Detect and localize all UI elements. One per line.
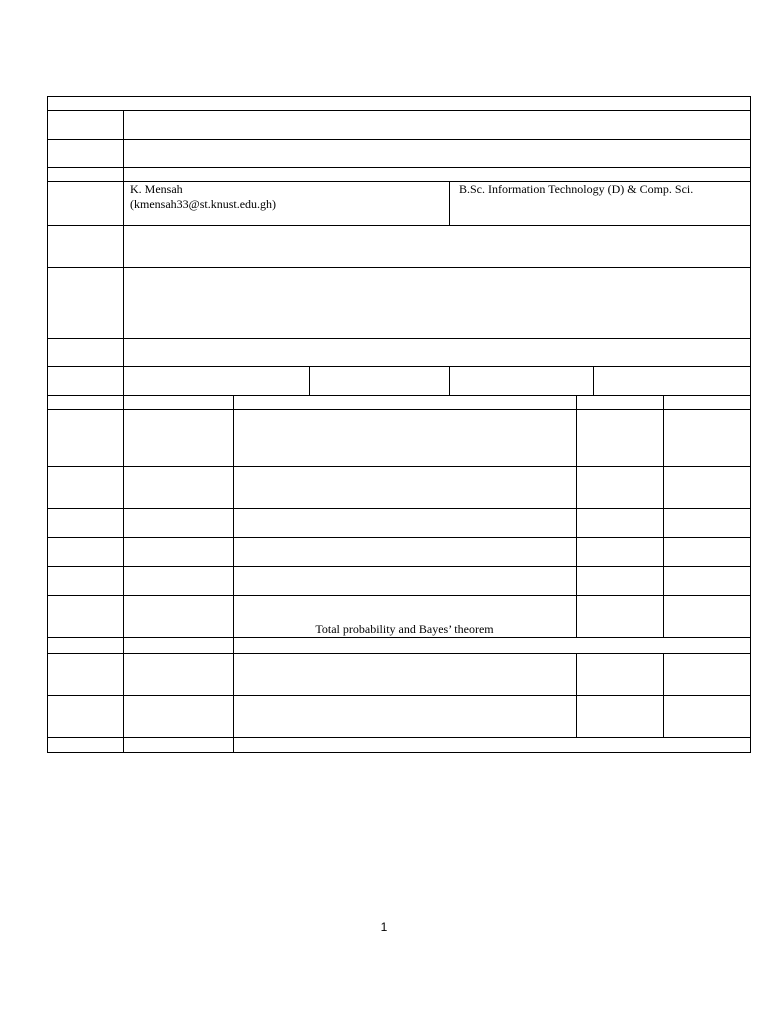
row-line [47, 409, 751, 410]
table-border [47, 96, 48, 753]
row-line [47, 595, 751, 596]
row-line [47, 167, 751, 168]
row-line [47, 225, 751, 226]
row-line [47, 366, 751, 367]
column-line [309, 366, 310, 395]
row-line [47, 508, 751, 509]
column-line [233, 395, 234, 753]
row-line [47, 537, 751, 538]
column-line [449, 181, 450, 225]
column-line [123, 110, 124, 753]
table-border [47, 96, 751, 97]
row-line [47, 695, 751, 696]
programme-name: B.Sc. Information Technology (D) & Comp. Sci. [459, 182, 694, 196]
column-line [576, 653, 577, 737]
row-line [47, 139, 751, 140]
row-line [47, 110, 751, 111]
column-line [663, 395, 664, 637]
topic-cell-text: Total probability and Bayes’ theorem [315, 622, 494, 636]
row-line [47, 395, 751, 396]
author-name: K. Mensah [130, 182, 183, 196]
row-line [47, 737, 751, 738]
column-line [663, 653, 664, 737]
row-line [47, 466, 751, 467]
row-line [47, 637, 751, 638]
column-line [576, 395, 577, 637]
table-border [750, 96, 751, 753]
row-line [47, 267, 751, 268]
row-line [47, 566, 751, 567]
row-line [47, 653, 751, 654]
author-email: (kmensah33@st.knust.edu.gh) [130, 197, 277, 211]
page-number: 1 [380, 920, 388, 934]
column-line [449, 366, 450, 395]
table-border [47, 752, 751, 753]
row-line [47, 338, 751, 339]
column-line [593, 366, 594, 395]
